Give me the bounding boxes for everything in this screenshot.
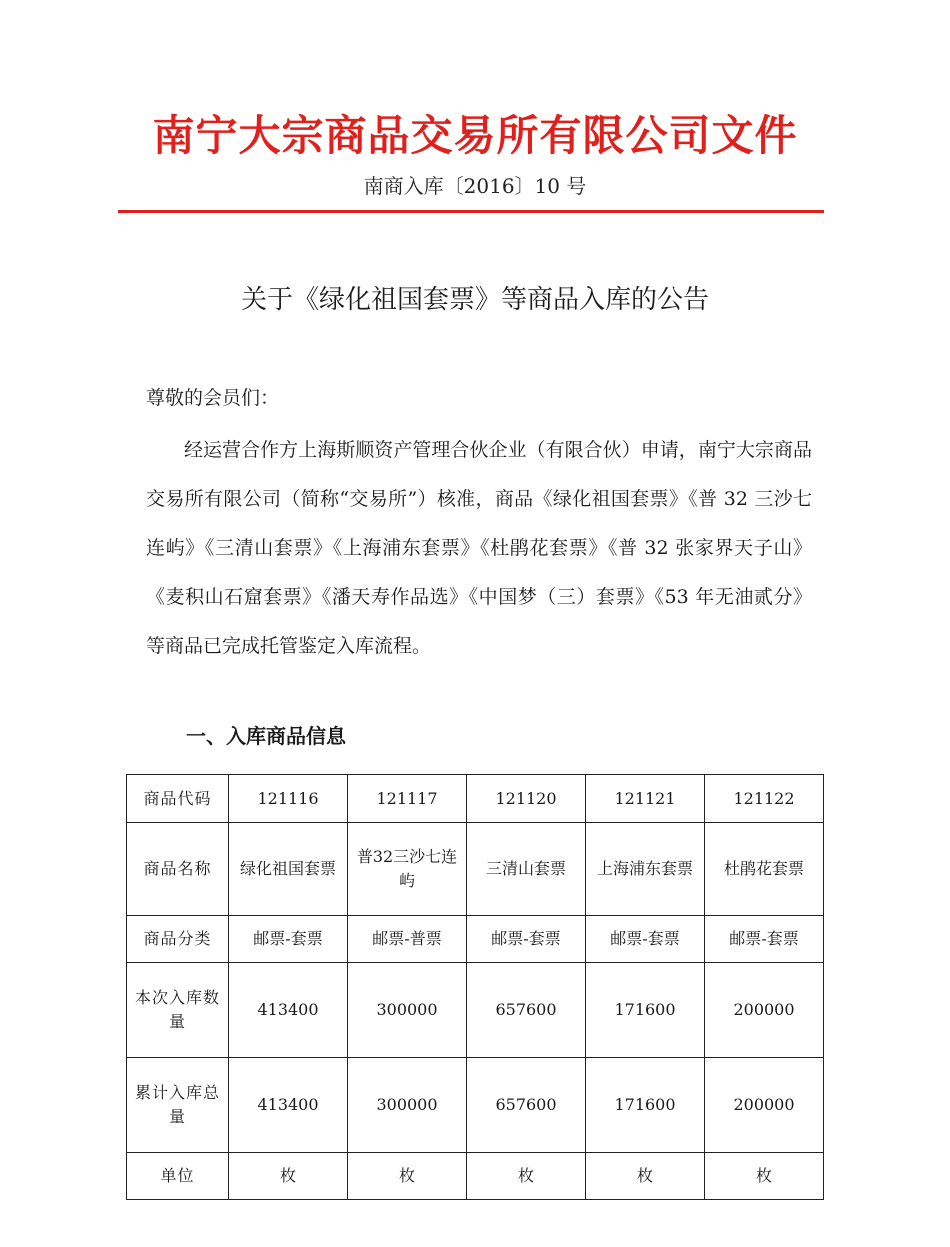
cell-quantity: 657600: [467, 963, 586, 1058]
table-row-total: [127, 1058, 824, 1153]
cell-quantity: 413400: [229, 963, 348, 1058]
table-row-code: [127, 775, 824, 823]
cell-name: 绿化祖国套票: [229, 823, 348, 916]
cell-category: 邮票-套票: [705, 916, 824, 963]
section-heading: 一、入库商品信息: [186, 724, 346, 748]
cell-quantity: 300000: [348, 963, 467, 1058]
table-row-quantity: [127, 963, 824, 1058]
cell-total: 200000: [705, 1058, 824, 1153]
cell-unit: 枚: [467, 1153, 586, 1200]
cell-quantity: 171600: [586, 963, 705, 1058]
cell-total: 171600: [586, 1058, 705, 1153]
notice-title: 关于《绿化祖国套票》等商品入库的公告: [240, 285, 709, 315]
header-divider: [118, 210, 824, 213]
row-label-total: 累计入库总量: [127, 1058, 229, 1153]
salutation: 尊敬的会员们：: [146, 387, 280, 409]
cell-name: 杜鹃花套票: [705, 823, 824, 916]
table-row-category: [127, 916, 824, 963]
row-label-category: 商品分类: [127, 916, 229, 963]
row-label-name: 商品名称: [127, 823, 229, 916]
cell-unit: 枚: [229, 1153, 348, 1200]
table-row-unit: [127, 1153, 824, 1200]
cell-name: 三清山套票: [467, 823, 586, 916]
cell-category: 邮票-普票: [348, 916, 467, 963]
cell-code: 121122: [705, 775, 824, 823]
cell-unit: 枚: [586, 1153, 705, 1200]
cell-total: 300000: [348, 1058, 467, 1153]
cell-code: 121121: [586, 775, 705, 823]
cell-code: 121117: [348, 775, 467, 823]
document-number: 南商入库〔2016〕10 号: [363, 174, 587, 198]
cell-total: 657600: [467, 1058, 586, 1153]
cell-name: 普32三沙七连屿: [348, 823, 467, 916]
goods-table: [126, 774, 824, 1200]
cell-code: 121116: [229, 775, 348, 823]
row-label-code: 商品代码: [127, 775, 229, 823]
org-header-title: 南宁大宗商品交易所有限公司文件: [152, 111, 798, 160]
cell-name: 上海浦东套票: [586, 823, 705, 916]
cell-unit: 枚: [348, 1153, 467, 1200]
cell-category: 邮票-套票: [467, 916, 586, 963]
body-paragraph: 经运营合作方上海斯顺资产管理合伙企业（有限合伙）申请，南宁大宗商品交易所有限公司（简称“交易所”）核准，商品《绿化祖国套票》《普 32 三沙七连屿》《三清山套票》《上海浦东套票》《杜鹃花套票》《普 32 张家界天子山》《麦积山石窟套票》《潘天寿作品选》《中国梦（三）套票》《53 年无油贰分》等商品已完成托管鉴定入库流程。: [146, 439, 812, 657]
cell-quantity: 200000: [705, 963, 824, 1058]
cell-code: 121120: [467, 775, 586, 823]
cell-category: 邮票-套票: [586, 916, 705, 963]
row-label-unit: 单位: [127, 1153, 229, 1200]
table-row-name: [127, 823, 824, 916]
cell-unit: 枚: [705, 1153, 824, 1200]
row-label-quantity: 本次入库数量: [127, 963, 229, 1058]
cell-total: 413400: [229, 1058, 348, 1153]
cell-category: 邮票-套票: [229, 916, 348, 963]
